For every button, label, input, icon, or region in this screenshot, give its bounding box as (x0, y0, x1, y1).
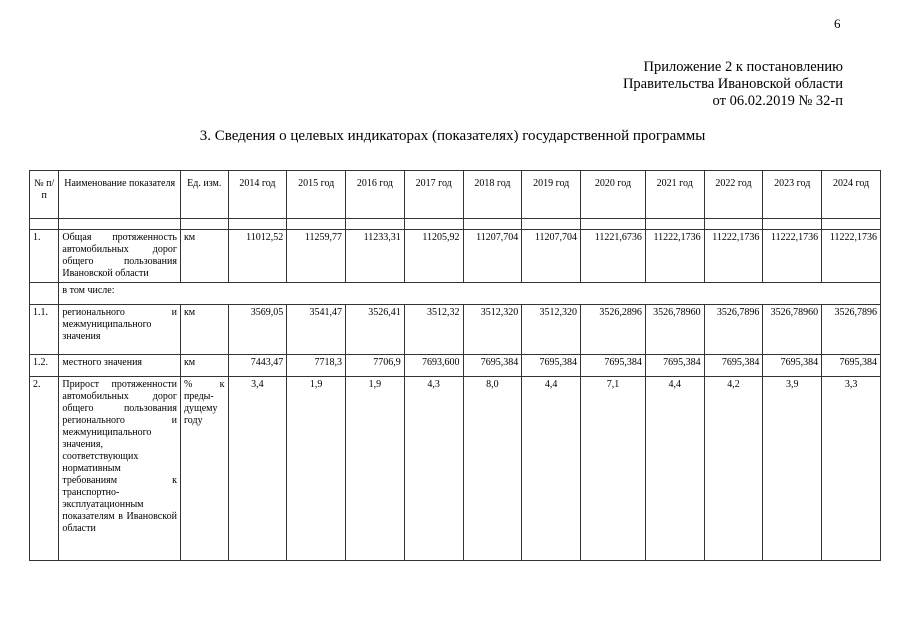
value-cell: 4,2 (704, 377, 763, 561)
appendix-line-1: Приложение 2 к постановлению (643, 59, 843, 75)
header-year: 2021 год (645, 171, 704, 219)
value-cell: 3526,78960 (763, 305, 822, 355)
row-number: 1.1. (30, 305, 59, 355)
value-cell: 3512,320 (463, 305, 522, 355)
row-number: 1. (30, 230, 59, 283)
section-title: 3. Сведения о целевых индикаторах (показателях) государственной программы (199, 128, 706, 144)
row-number: 2. (30, 377, 59, 561)
table-spacer-row (30, 219, 881, 230)
header-year: 2017 год (404, 171, 463, 219)
indicators-table (29, 170, 881, 561)
table-row (30, 230, 881, 283)
value-cell: 3569,05 (228, 305, 287, 355)
header-year: 2015 год (287, 171, 346, 219)
value-cell: 7695,384 (822, 355, 881, 377)
indicator-name: местного значения (59, 355, 181, 377)
value-cell: 3,4 (228, 377, 287, 561)
header-name: Наименование показателя (59, 171, 181, 219)
unit-cell: км (180, 355, 228, 377)
value-cell: 11233,31 (346, 230, 405, 283)
value-cell: 3512,320 (522, 305, 581, 355)
table-row (30, 305, 881, 355)
value-cell: 11222,1736 (645, 230, 704, 283)
value-cell: 7695,384 (522, 355, 581, 377)
value-cell: 3541,47 (287, 305, 346, 355)
value-cell: 7695,384 (763, 355, 822, 377)
value-cell: 3526,7896 (822, 305, 881, 355)
value-cell: 3526,7896 (704, 305, 763, 355)
indicator-name: Общая протяженность автомобильных дорог общего пользования Ивановской области (59, 230, 181, 283)
header-unit: Ед. изм. (180, 171, 228, 219)
value-cell: 7,1 (581, 377, 646, 561)
value-cell: 3526,78960 (645, 305, 704, 355)
value-cell: 11259,77 (287, 230, 346, 283)
value-cell: 11207,704 (522, 230, 581, 283)
value-cell: 8,0 (463, 377, 522, 561)
value-cell: 1,9 (346, 377, 405, 561)
header-year: 2014 год (228, 171, 287, 219)
appendix-line-3: от 06.02.2019 № 32-п (712, 93, 843, 109)
row-number: 1.2. (30, 355, 59, 377)
header-year: 2023 год (763, 171, 822, 219)
header-year: 2019 год (522, 171, 581, 219)
subheader-text: в том числе: (59, 283, 881, 305)
value-cell: 7695,384 (645, 355, 704, 377)
value-cell: 4,4 (645, 377, 704, 561)
value-cell: 7693,600 (404, 355, 463, 377)
value-cell: 3512,32 (404, 305, 463, 355)
value-cell: 4,4 (522, 377, 581, 561)
unit-cell: % к преды-дущему году (180, 377, 228, 561)
header-no: № п/п (30, 171, 59, 219)
unit-cell: км (180, 230, 228, 283)
header-year: 2018 год (463, 171, 522, 219)
table-row (30, 377, 881, 561)
unit-cell: км (180, 305, 228, 355)
value-cell: 11222,1736 (704, 230, 763, 283)
value-cell: 11207,704 (463, 230, 522, 283)
value-cell: 11222,1736 (822, 230, 881, 283)
value-cell: 4,3 (404, 377, 463, 561)
value-cell: 3,3 (822, 377, 881, 561)
header-year: 2016 год (346, 171, 405, 219)
header-year: 2020 год (581, 171, 646, 219)
indicator-name: регионального и межмуниципального значения (59, 305, 181, 355)
value-cell: 1,9 (287, 377, 346, 561)
appendix-line-2: Правительства Ивановской области (622, 76, 843, 92)
header-year: 2024 год (822, 171, 881, 219)
appendix-note (623, 59, 843, 110)
value-cell: 7695,384 (581, 355, 646, 377)
value-cell: 7695,384 (704, 355, 763, 377)
value-cell: 11222,1736 (763, 230, 822, 283)
value-cell: 11012,52 (228, 230, 287, 283)
value-cell: 7443,47 (228, 355, 287, 377)
value-cell: 11221,6736 (581, 230, 646, 283)
empty-cell (30, 283, 59, 305)
value-cell: 3526,2896 (581, 305, 646, 355)
page-number: 6 (834, 16, 841, 31)
table-header-row (30, 171, 881, 219)
value-cell: 3,9 (763, 377, 822, 561)
value-cell: 7718,3 (287, 355, 346, 377)
header-year: 2022 год (704, 171, 763, 219)
table-row (30, 355, 881, 377)
value-cell: 7706,9 (346, 355, 405, 377)
value-cell: 7695,384 (463, 355, 522, 377)
value-cell: 11205,92 (404, 230, 463, 283)
value-cell: 3526,41 (346, 305, 405, 355)
table-row-subheader (30, 283, 881, 305)
indicator-name: Прирост протяженности автомобильных дорог общего пользования регионального и межмуниципального значения, соответствующих нормативным требованиям к транспортно-эксплуатационным показателям в Ивановской области (59, 377, 181, 561)
